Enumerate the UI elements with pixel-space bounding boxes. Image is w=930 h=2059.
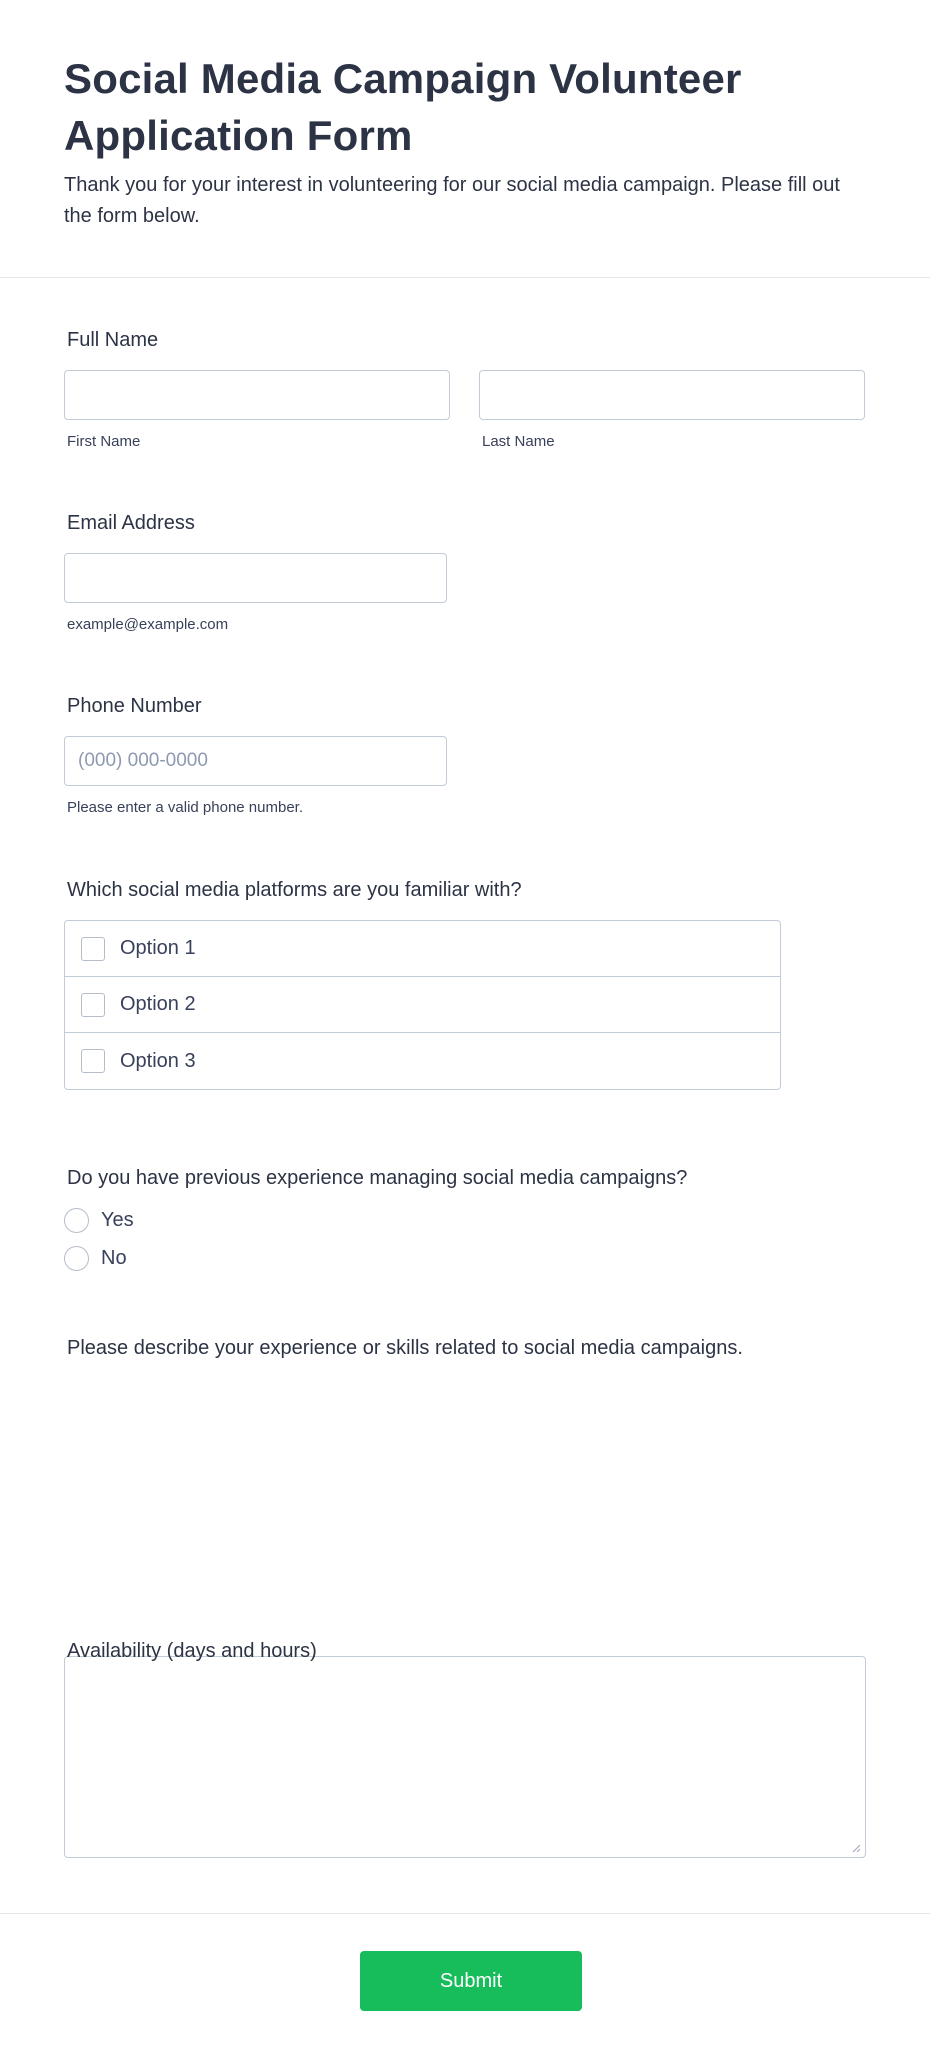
phone-input[interactable] <box>64 736 447 786</box>
form-header <box>0 0 930 278</box>
platforms-label: Which social media platforms are you familiar with? <box>67 879 522 901</box>
platform-option-1[interactable] <box>65 921 780 977</box>
first-name-sublabel: First Name <box>67 433 141 450</box>
checkbox-label: Option 2 <box>120 993 196 1015</box>
form-subtitle: Thank you for your interest in volunteering for our social media campaign. Please fill out the form below. <box>64 174 840 227</box>
radio-label: No <box>101 1246 127 1269</box>
footer-divider <box>0 1913 930 1914</box>
platforms-field <box>64 878 522 902</box>
checkbox[interactable] <box>81 937 105 961</box>
email-input[interactable] <box>64 553 447 603</box>
last-name-sublabel: Last Name <box>482 433 555 450</box>
skills-field <box>64 1336 743 1360</box>
platform-option-3[interactable] <box>65 1033 780 1089</box>
last-name-input[interactable] <box>479 370 865 420</box>
availability-label: Availability (days and hours) <box>67 1640 317 1662</box>
first-name-input[interactable] <box>64 370 450 420</box>
experience-field <box>64 1166 687 1190</box>
phone-field <box>64 694 202 718</box>
checkbox[interactable] <box>81 1049 105 1073</box>
email-sublabel: example@example.com <box>67 616 229 633</box>
availability-field <box>64 1639 317 1663</box>
phone-sublabel: Please enter a valid phone number. <box>67 799 303 816</box>
checkbox-label: Option 3 <box>120 1049 196 1072</box>
radio-button[interactable] <box>64 1208 89 1233</box>
platform-option-2[interactable] <box>65 977 780 1033</box>
email-label: Email Address <box>67 512 195 534</box>
resize-grip-icon[interactable] <box>852 1844 861 1853</box>
checkbox-label: Option 1 <box>120 937 196 959</box>
skills-textarea[interactable] <box>64 1656 866 1858</box>
experience-label: Do you have previous experience managing social media campaigns? <box>67 1167 688 1189</box>
experience-radio-group <box>64 1201 134 1277</box>
form-title: Social Media Campaign Volunteer Application Form <box>64 55 742 159</box>
platforms-checkbox-group <box>64 920 781 1090</box>
full-name-label: Full Name <box>67 329 159 351</box>
skills-label: Please describe your experience or skills related to social media campaigns. <box>67 1337 743 1359</box>
email-field <box>64 511 195 535</box>
experience-option-yes[interactable] <box>64 1201 134 1239</box>
phone-label: Phone Number <box>67 695 202 717</box>
full-name-field <box>64 328 158 352</box>
experience-option-no[interactable] <box>64 1239 134 1277</box>
radio-label: Yes <box>101 1208 134 1231</box>
submit-button[interactable]: Submit <box>360 1951 582 2011</box>
checkbox[interactable] <box>81 993 105 1017</box>
radio-button[interactable] <box>64 1246 89 1271</box>
